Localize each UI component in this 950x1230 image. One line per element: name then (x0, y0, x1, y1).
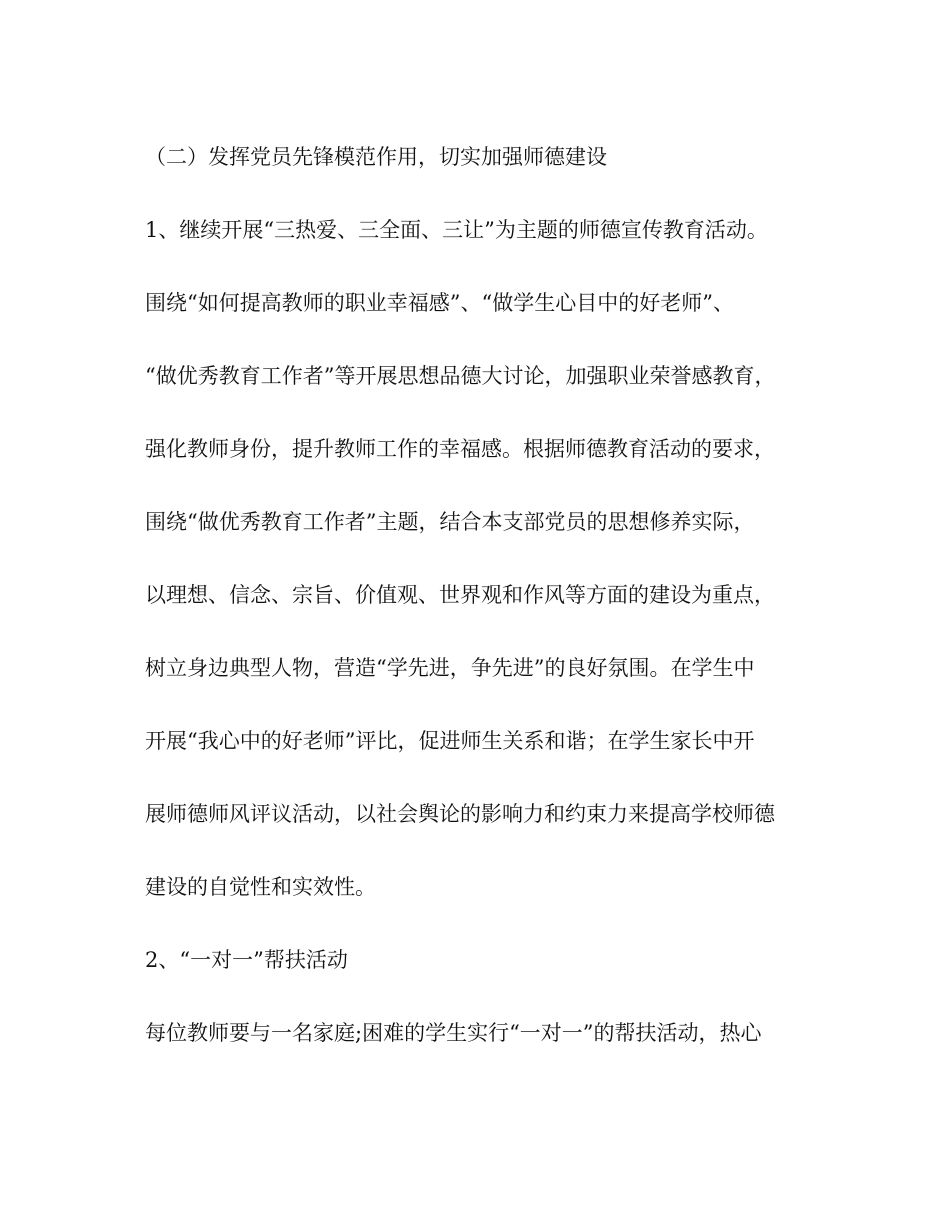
paragraph-line: 强化教师身份，提升教师工作的幸福感。根据师德教育活动的要求， (145, 437, 775, 461)
section-heading: （二）发挥党员先锋模范作用，切实加强师德建设 (145, 145, 607, 169)
item-1-heading: 1、继续开展“三热爱、三全面、三让”为主题的师德宣传教育活动。 (145, 218, 768, 242)
paragraph-line: 围绕“如何提高教师的职业幸福感”、“做学生心目中的好老师”、 (145, 291, 734, 315)
item-2-heading: 2、“一对一”帮扶活动 (145, 948, 348, 972)
paragraph-line: 开展“我心中的好老师”评比，促进师生关系和谐；在学生家长中开 (145, 729, 755, 753)
paragraph-line: 围绕“做优秀教育工作者”主题，结合本支部党员的思想修养实际， (145, 510, 755, 534)
paragraph-line: 以理想、信念、宗旨、价值观、世界观和作风等方面的建设为重点， (145, 583, 775, 607)
paragraph-line: 展师德师风评议活动，以社会舆论的影响力和约束力来提高学校师德 (145, 802, 775, 826)
paragraph-line: 每位教师要与一名家庭;困难的学生实行“一对一”的帮扶活动，热心 (145, 1021, 762, 1045)
paragraph-line: “做优秀教育工作者”等开展思想品德大讨论，加强职业荣誉感教育， (145, 364, 776, 388)
paragraph-line: 建设的自觉性和实效性。 (145, 875, 376, 899)
paragraph-line: 树立身边典型人物，营造“学先进，争先进”的良好氛围。在学生中 (145, 656, 755, 680)
